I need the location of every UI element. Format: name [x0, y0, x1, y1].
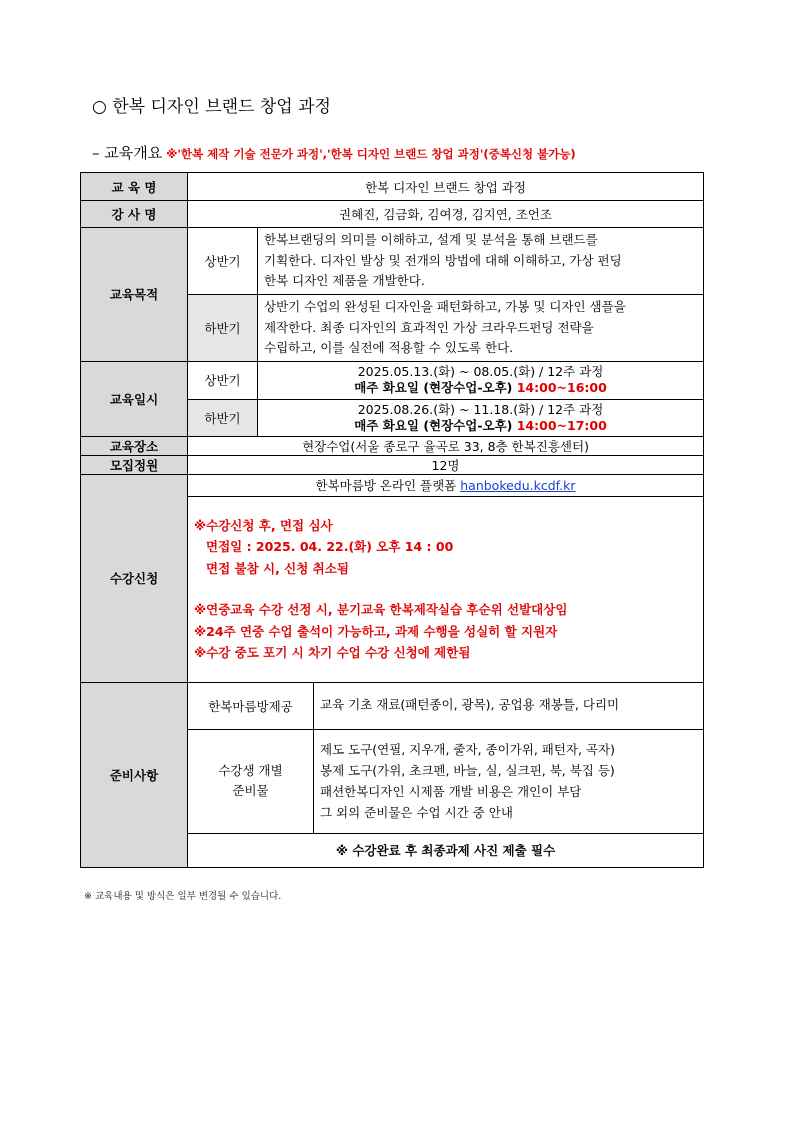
course-name-value: 한복 디자인 브랜드 창업 과정: [188, 173, 704, 201]
registration-notes: [188, 496, 704, 682]
label-line: 준비물: [232, 783, 269, 798]
personal-items: [314, 729, 704, 833]
text-line: 제작한다. 최종 디자인의 효과적인 가상 크라우드펀딩 전략을: [264, 319, 594, 335]
text-line: 한복브랜딩의 의미를 이해하고, 설계 및 분석을 통해 브랜드를: [264, 232, 598, 248]
note-line: ※수강신청 후, 면접 심사: [194, 517, 333, 533]
subtitle-label: – 교육개요: [92, 144, 163, 162]
platform-text: 한복마름방 온라인 플랫폼: [315, 478, 461, 493]
schedule-second-half-label: 하반기: [188, 399, 258, 436]
note-line: ※수강 중도 포기 시 차기 수업 수강 신청에 제한됨: [194, 645, 471, 660]
schedule-first-half-label: 상반기: [188, 361, 258, 399]
schedule-weekday: [258, 380, 703, 396]
objective-first-half-text: [258, 228, 704, 295]
text-line: 한복 디자인 제품을 개발한다.: [264, 273, 425, 289]
schedule-time: 14:00~16:00: [516, 380, 607, 395]
submission-notice: ※ 수강완료 후 최종과제 사진 제출 필수: [188, 833, 704, 867]
duplicate-warning: ※'한복 제작 기술 전문가 과정','한복 디자인 브랜드 창업 과정'(중복신청 불가능): [166, 147, 576, 161]
course-overview-table: [80, 172, 704, 868]
text-line: 수립하고, 이를 실전에 적용할 수 있도록 한다.: [264, 340, 514, 355]
location-value: 현장수업(서울 종로구 율곡로 33, 8층 한복진흥센터): [188, 436, 704, 455]
note-line: ※연중교육 수강 선정 시, 분기교육 한복제작실습 후순위 선발대상임: [194, 602, 568, 617]
instructors-label: 강 사 명: [81, 201, 188, 228]
page-title: ○ 한복 디자인 브랜드 창업 과정: [92, 97, 331, 117]
location-label: 교육장소: [81, 436, 188, 455]
schedule-first-half: [258, 361, 704, 399]
schedule-time: 14:00~17:00: [516, 417, 607, 433]
schedule-dates: 2025.05.13.(화) ~ 08.05.(화) / 12주 과정: [357, 364, 604, 379]
personal-label: [188, 729, 314, 833]
schedule-second-half: [258, 399, 704, 436]
objective-second-half-text: [258, 295, 704, 362]
objective-label: 교육목적: [81, 228, 188, 362]
item-line: 그 외의 준비물은 수업 시간 중 안내: [320, 805, 513, 820]
weekday-text: 매주 화요일 (현장수업-오후): [354, 417, 517, 433]
provided-value: 교육 기초 재료(패턴종이, 광목), 공업용 재봉틀, 다리미: [314, 682, 704, 729]
registration-label: 수강신청: [81, 474, 188, 682]
schedule-label: 교육일시: [81, 361, 188, 436]
capacity-value: 12명: [188, 455, 704, 474]
schedule-weekday: [258, 418, 703, 434]
section-subtitle: [92, 142, 576, 163]
label-line: 수강생 개별: [218, 763, 283, 778]
platform-link[interactable]: hanbokedu.kcdf.kr: [460, 478, 576, 493]
note-line: 면접일 : 2025. 04. 22.(화) 오후 14 : 00: [206, 539, 454, 554]
provided-label: 한복마름방제공: [188, 682, 314, 729]
footnote: ※ 교육내용 및 방식은 일부 변경될 수 있습니다.: [84, 891, 282, 902]
objective-second-half-label: 하반기: [188, 295, 258, 362]
note-line: ※24주 연중 수업 출석이 가능하고, 과제 수행을 성실히 할 지원자: [194, 623, 558, 639]
weekday-text: 매주 화요일 (현장수업-오후): [354, 380, 517, 395]
registration-platform: [188, 474, 704, 496]
instructors-value: 권혜진, 김금화, 김여경, 김지연, 조언조: [188, 201, 704, 228]
note-line: 면접 불참 시, 신청 취소됨: [206, 560, 349, 576]
text-line: 기획한다. 디자인 발상 및 전개의 방법에 대해 이해하고, 가상 펀딩: [264, 252, 622, 268]
schedule-dates: 2025.08.26.(화) ~ 11.18.(화) / 12주 과정: [357, 401, 604, 417]
capacity-label: 모집정원: [81, 455, 188, 474]
text-line: 상반기 수업의 완성된 디자인을 패턴화하고, 가봉 및 디자인 샘플을: [264, 299, 626, 314]
item-line: 봉제 도구(가위, 초크펜, 바늘, 실, 실크핀, 북, 북집 등): [320, 763, 615, 778]
preparation-label: 준비사항: [81, 682, 188, 867]
course-name-label: 교 육 명: [81, 173, 188, 201]
item-line: 패션한복디자인 시제품 개발 비용은 개인이 부담: [320, 784, 582, 799]
objective-first-half-label: 상반기: [188, 228, 258, 295]
item-line: 제도 도구(연필, 지우개, 줄자, 종이가위, 패턴자, 곡자): [320, 742, 615, 757]
